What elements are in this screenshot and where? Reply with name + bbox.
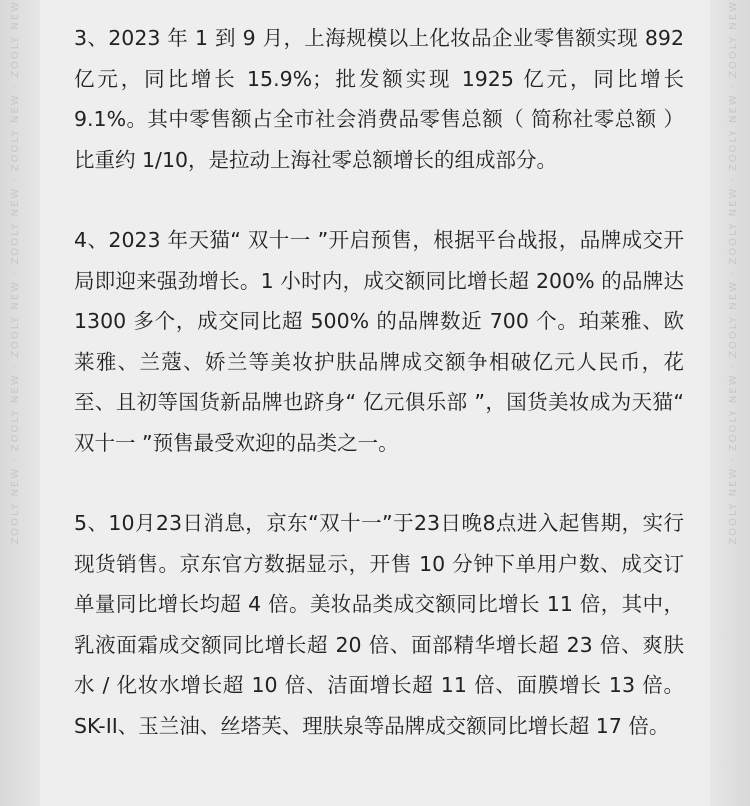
article-body: [74, 18, 684, 786]
right-decorative-strip: [710, 0, 750, 806]
right-watermark: ZOOLY NEW · ZOOLY NEW · ZOOLY NEW · ZOOLY NEW · ZOOLY NEW · ZOOLY NEW: [728, 0, 739, 545]
paragraph-5: 5、10月23日消息，京东“双十一”于23日晚8点进入起售期，实行现货销售。京东官方数据显示，开售 10 分钟下单用户数、成交订单量同比增长均超 4 倍。美妆品类成交额同比增长 11 倍，其中，乳液面霜成交额同比增长超 20 倍、面部精华增长超 23 倍、爽肤水 / 化妆水增长超 10 倍、洁面增长超 11 倍、面膜增长 13 倍。SK-II、玉兰油、丝塔芙、理肤泉等品牌成交额同比增长超 17 倍。: [74, 511, 684, 738]
paragraph-3: 3、2023 年 1 到 9 月，上海规模以上化妆品企业零售额实现 892 亿元，同比增长 15.9%；批发额实现 1925 亿元，同比增长 9.1%。其中零售额占全市社会消费品零售总额（ 简称社零总额 ）比重约 1/10，是拉动上海社零总额增长的组成部分。: [74, 26, 684, 172]
paragraph-4: 4、2023 年天猫“ 双十一 ”开启预售，根据平台战报，品牌成交开局即迎来强劲增长。1 小时内，成交额同比增长超 200% 的品牌达 1300 多个，成交同比超 500% 的品牌数近 700 个。珀莱雅、欧莱雅、兰蔻、娇兰等美妆护肤品牌成交额争相破亿元人民币，花至、且初等国货新品牌也跻身“ 亿元俱乐部 ”，国货美妆成为天猫“ 双十一 ”预售最受欢迎的品类之一。: [74, 228, 684, 455]
left-decorative-strip: [0, 0, 40, 806]
left-watermark: ZOOLY NEW · ZOOLY NEW · ZOOLY NEW · ZOOLY NEW · ZOOLY NEW · ZOOLY NEW: [10, 0, 21, 545]
